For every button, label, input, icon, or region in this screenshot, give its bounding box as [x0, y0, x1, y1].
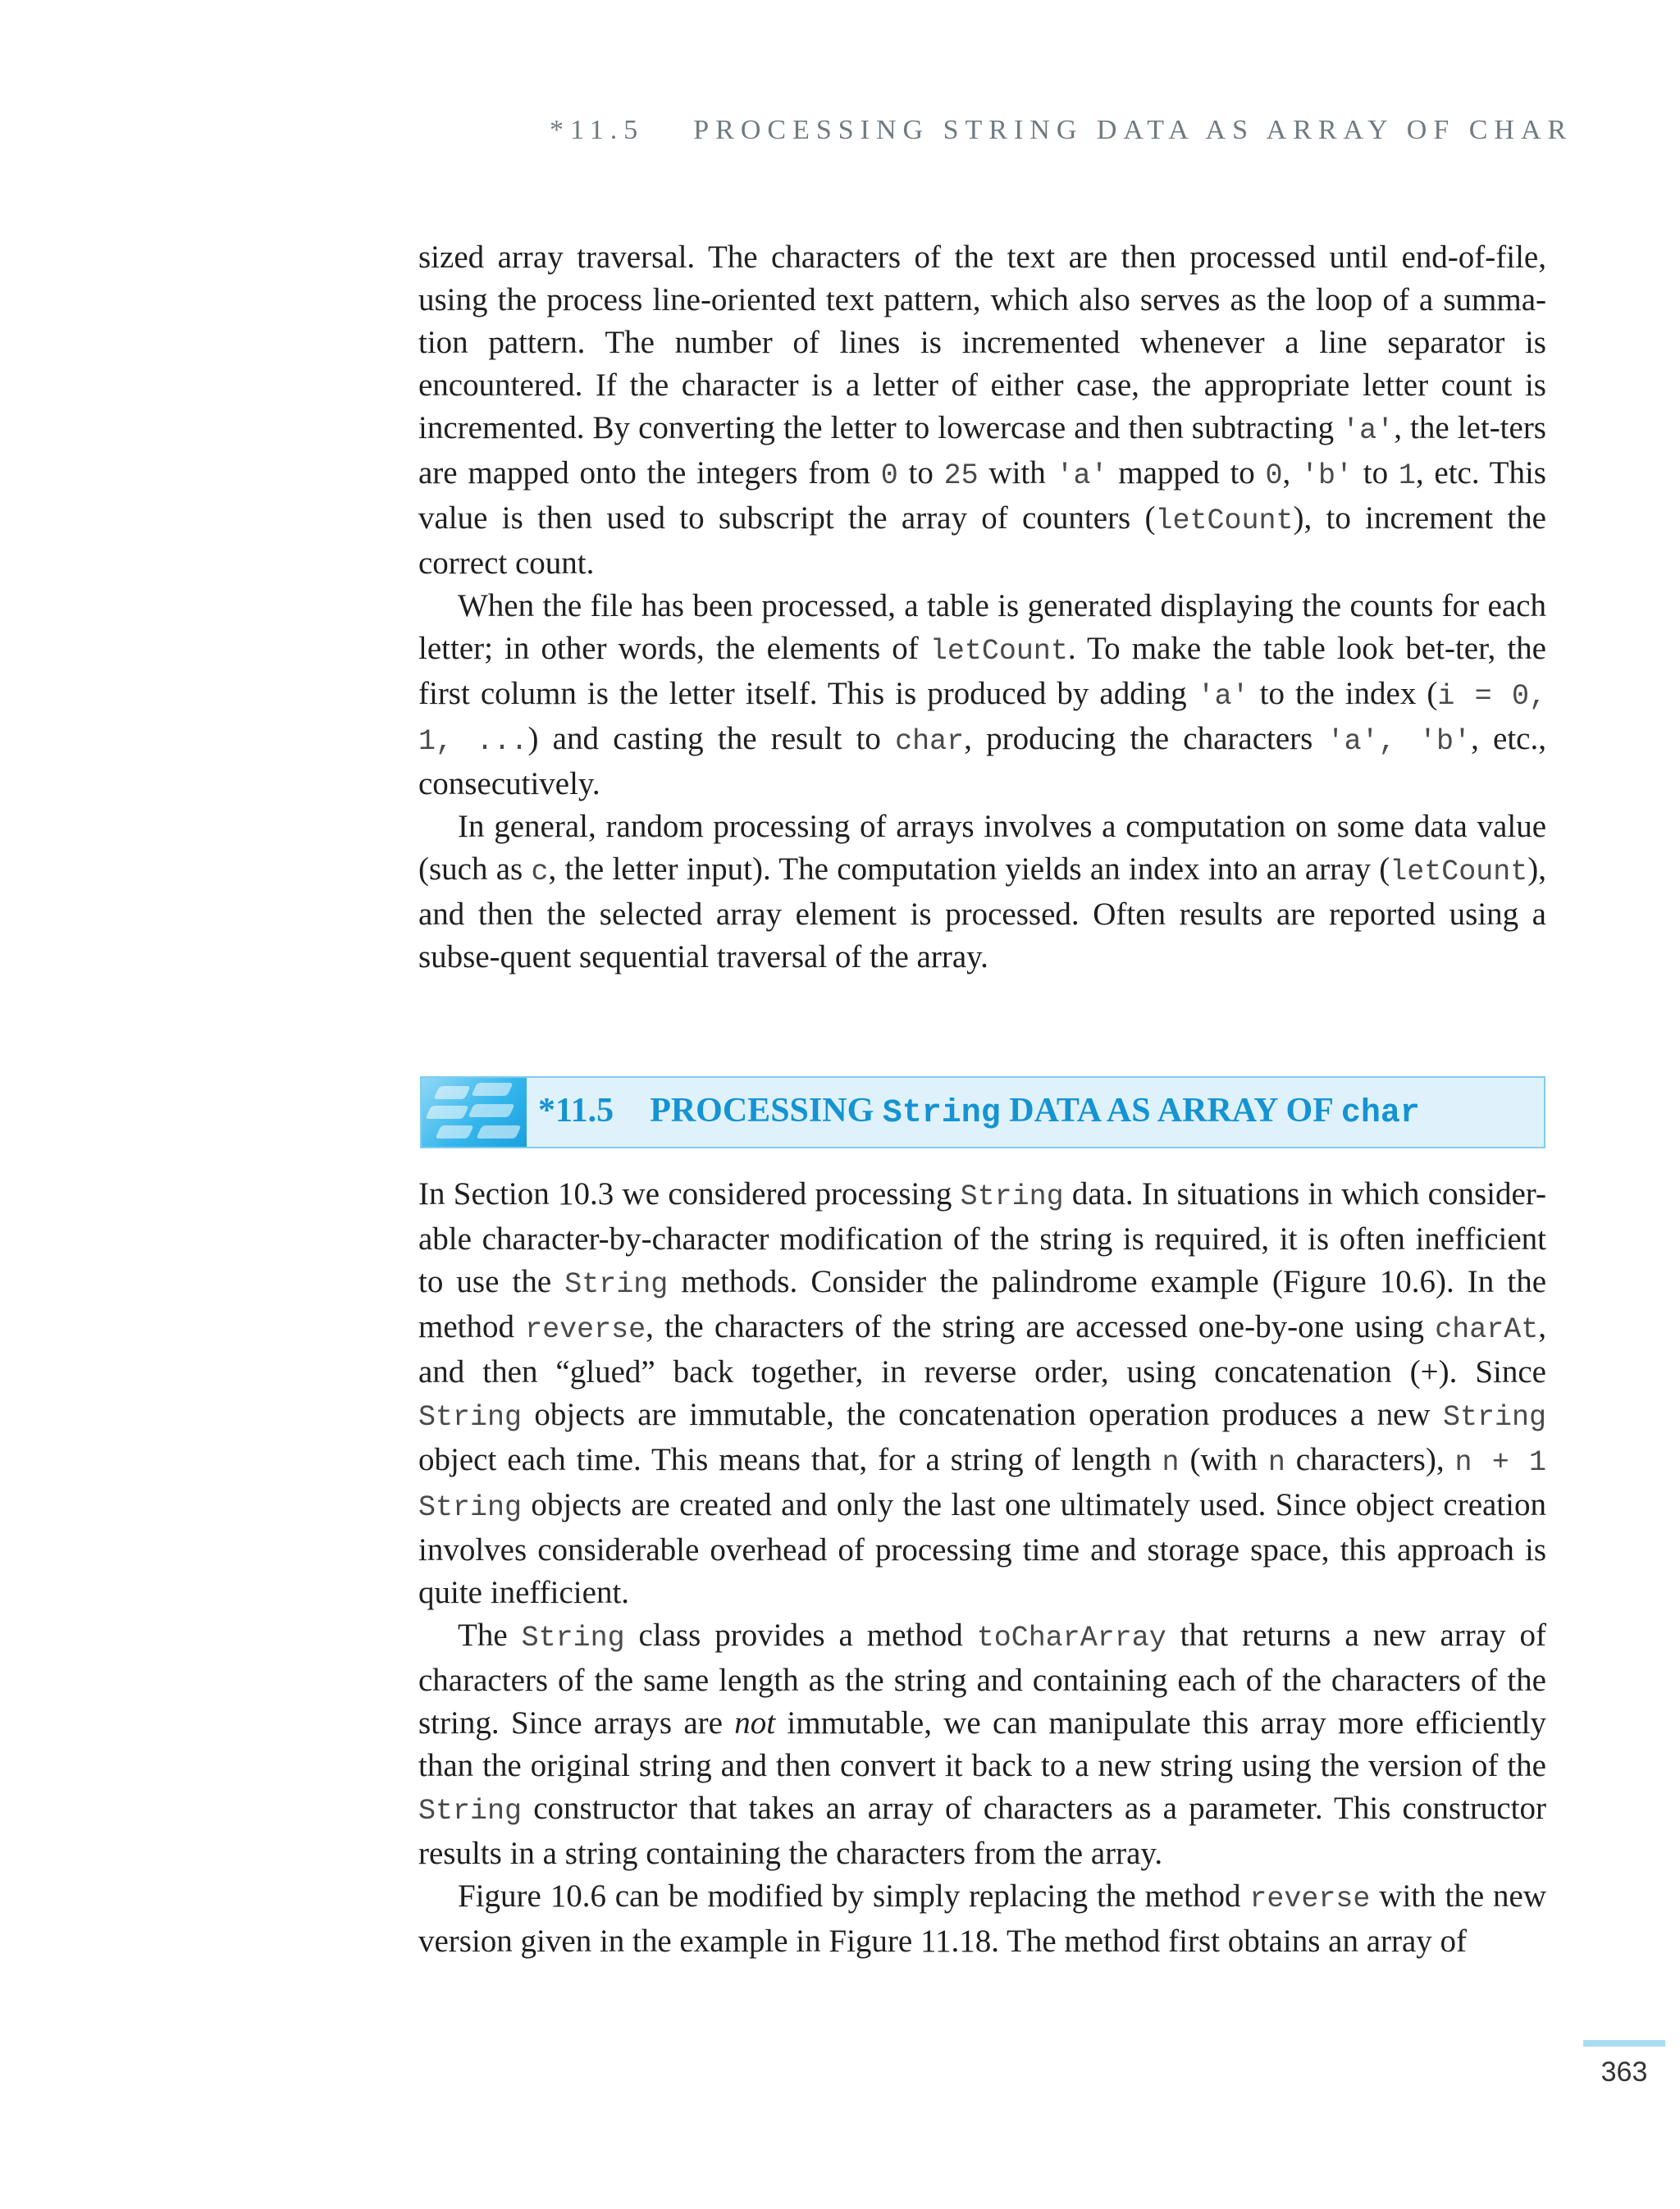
code-run: char [895, 725, 965, 758]
code-run: letCount [1390, 856, 1528, 888]
text-run: , producing the characters [964, 721, 1327, 756]
text-run: ), to increment the correct count. [418, 500, 1546, 581]
code-run: String [521, 1622, 625, 1654]
emphasis-run: not [734, 1705, 776, 1741]
body-text-bottom [418, 1173, 1546, 1963]
text-run: , etc. This value is then used to subscript the array of counters ( [418, 455, 1546, 536]
section-number: *11.5 [538, 1092, 614, 1130]
code-run: c [531, 856, 549, 888]
code-run: 'a' [1056, 459, 1108, 492]
code-run: 'b' [1301, 459, 1354, 492]
text-run: to [897, 455, 944, 491]
text-run: objects are immutable, the concatenation operation produces a new [522, 1397, 1443, 1432]
section-heading [420, 1076, 1545, 1148]
text-run: with the new version given in the example in Figure 11.18. The method first obtains an array of [418, 1878, 1546, 1959]
code-run: toCharArray [976, 1622, 1166, 1654]
code-run: 0 [1265, 459, 1283, 492]
paragraph [418, 236, 1546, 585]
text-run: The [458, 1618, 522, 1653]
text-run: , the let-ters are mapped onto the integers from [418, 410, 1546, 491]
code-run: reverse [525, 1313, 646, 1346]
code-run: 'a' [1197, 680, 1249, 713]
running-head-title: PROCESSING STRING DATA AS ARRAY OF CHAR [693, 115, 1573, 145]
code-run: String [1442, 1401, 1546, 1434]
text-run: Figure 10.6 can be modified by simply replacing the method [458, 1878, 1250, 1914]
text-run: , [1282, 455, 1302, 491]
text-run: class provides a method [624, 1618, 977, 1653]
code-run: n + 1 [1454, 1446, 1546, 1479]
section-title-code: char [1340, 1095, 1420, 1132]
text-run: sized array traversal. The characters of the text are then processed until end-of-file, using the process line-oriented text pattern, which also serves as the loop of a summa-tion pattern. The number of lines is incremented whenever a line separator is encountered. If the character is a letter of either case, the appropriate letter count is incremented. By converting the letter to lowercase and then subtracting [418, 240, 1546, 445]
paragraph [418, 806, 1546, 979]
text-run: , the characters of the string are accessed one-by-one using [646, 1309, 1436, 1344]
code-run: reverse [1249, 1883, 1371, 1915]
code-run: n [1267, 1446, 1285, 1479]
text-run: data. In situations in which consider-able character-by-character modification of the string is required, it is often inefficient to use the [418, 1176, 1546, 1299]
paragraph [418, 1875, 1546, 1963]
page-number-bar [1583, 2040, 1665, 2047]
keyboard-keys-icon [422, 1078, 527, 1147]
running-head-number: *11.5 [550, 115, 645, 145]
text-run: methods. Consider the palindrome example (Figure 10.6). In the method [418, 1264, 1546, 1344]
text-run: In general, random processing of arrays involves a computation on some data value (such as [418, 809, 1546, 887]
code-run: String [418, 1401, 523, 1434]
section-heading-text [538, 1091, 1420, 1132]
text-run: , etc., consecutively. [418, 721, 1546, 801]
text-run: When the file has been processed, a table is generated displaying the counts for each letter; in other words, the elements of [418, 588, 1546, 666]
text-run: , the letter input). The computation yields an index into an array ( [548, 851, 1390, 887]
text-run: to [1353, 455, 1399, 491]
running-head [550, 115, 1573, 146]
text-run: objects are created and only the last one ultimately used. Since object creation involves considerable overhead of processing time and storage space, this approach is quite inefficient. [418, 1487, 1546, 1610]
text-run: mapped to [1107, 455, 1266, 491]
page-number: 363 [1600, 2056, 1648, 2088]
paragraph [418, 585, 1546, 806]
section-title-part: PROCESSING [650, 1092, 883, 1130]
code-run: letCount [1155, 504, 1294, 537]
text-run: to the index ( [1249, 676, 1438, 711]
text-run: characters), [1285, 1442, 1455, 1477]
paragraph [418, 1173, 1546, 1614]
text-run: , and then “glued” back together, in reverse order, using concatenation (+). Since [418, 1309, 1546, 1390]
code-run: n [1162, 1446, 1180, 1479]
code-run: String [418, 1795, 523, 1828]
code-run: String [564, 1268, 669, 1301]
text-run: (with [1179, 1442, 1268, 1477]
code-run: 1 [1398, 459, 1416, 492]
text-run: constructor that takes an array of characters as a parameter. This constructor results in a string containing the characters from the array. [418, 1791, 1546, 1871]
section-title-part: DATA AS ARRAY OF [1000, 1092, 1341, 1130]
code-run: 25 [943, 459, 979, 492]
code-run: String [960, 1180, 1064, 1213]
code-run: 'a' [1342, 414, 1395, 447]
text-run: immutable, we can manipulate this array more efficiently than the original string and then convert it back to a new string using the version of the [418, 1705, 1546, 1783]
text-run: ), and then the selected array element is processed. Often results are reported using a subse-quent sequential traversal of the array. [418, 851, 1546, 974]
text-run: that returns a new array of characters of the same length as the string and containing each of the characters of the string. Since arrays are [418, 1618, 1546, 1741]
text-run: with [978, 455, 1057, 491]
section-title-code: String [882, 1095, 1001, 1132]
code-run: 0 [880, 459, 898, 492]
code-run: 'a', 'b' [1326, 725, 1472, 758]
body-text-top [418, 236, 1546, 979]
text-run: In Section 10.3 we considered processing [418, 1176, 961, 1212]
text-run: ) and casting the result to [527, 721, 896, 756]
code-run: String [418, 1491, 523, 1524]
text-run: . To make the table look bet-ter, the first column is the letter itself. This is produced by adding [418, 631, 1546, 711]
code-run: charAt [1435, 1313, 1539, 1346]
text-run: object each time. This means that, for a string of length [418, 1442, 1162, 1477]
paragraph [418, 1614, 1546, 1875]
code-run: i = 0, 1, ... [418, 680, 1546, 758]
code-run: letCount [929, 635, 1068, 668]
